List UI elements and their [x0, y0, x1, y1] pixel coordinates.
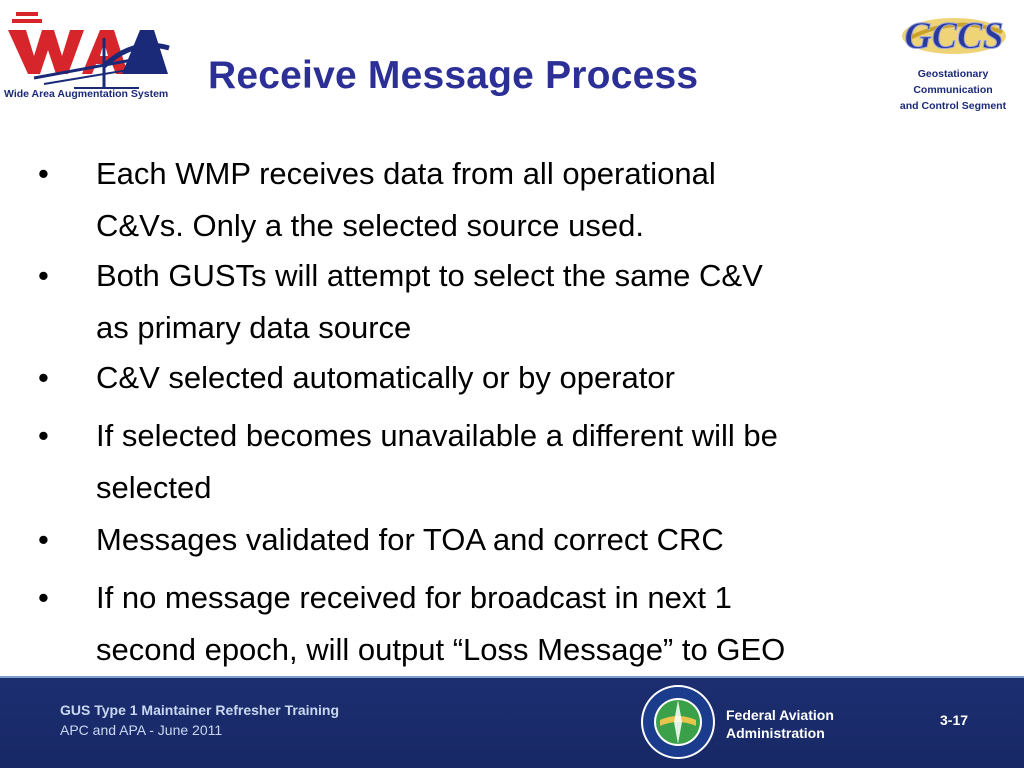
bullet-dot: •	[38, 580, 49, 615]
bullet-dot: •	[38, 360, 49, 395]
svg-text:GCCS: GCCS	[904, 15, 1004, 57]
bullet-dot: •	[38, 258, 49, 293]
footer-course-title: GUS Type 1 Maintainer Refresher Training	[60, 702, 340, 718]
gccs-caption-line: Communication	[913, 84, 993, 96]
bullet-line: second epoch, will output “Loss Message” to GEO	[96, 632, 786, 667]
faa-name-line: Administration	[726, 725, 825, 741]
bullet-line: If selected becomes unavailable a different will be	[96, 418, 778, 453]
bullet-text	[96, 410, 1001, 514]
bullet-line: If no message received for broadcast in next 1	[96, 580, 732, 615]
bullet-text	[96, 250, 1001, 354]
bullet-text	[96, 514, 1001, 566]
bullet-text	[96, 352, 1001, 404]
footer-subtitle: APC and APA - June 2011	[60, 722, 223, 738]
bullet-line: selected	[96, 470, 212, 505]
bullet-line: Each WMP receives data from all operational	[96, 156, 716, 191]
gccs-caption	[896, 66, 1010, 114]
bullet-dot: •	[38, 418, 49, 453]
bullet-line: C&Vs. Only a the selected source used.	[96, 208, 644, 243]
bullet-line: as primary data source	[96, 310, 412, 345]
faa-seal-icon	[640, 684, 716, 760]
bullet-dot: •	[38, 156, 49, 191]
bullet-line: C&V selected automatically or by operator	[96, 360, 675, 395]
faa-name	[726, 706, 834, 742]
gccs-caption-line: and Control Segment	[899, 100, 1007, 112]
gccs-caption-line: Geostationary	[917, 68, 989, 80]
bullet-text	[96, 572, 1001, 676]
bullet-line: Both GUSTs will attempt to select the same C&V	[96, 258, 763, 293]
bullet-text	[96, 148, 1001, 252]
slide-title: Receive Message Process	[208, 54, 699, 97]
faa-name-line: Federal Aviation	[726, 707, 834, 723]
bullet-dot: •	[38, 522, 49, 557]
waas-caption: Wide Area Augmentation System	[4, 88, 169, 100]
page-number: 3-17	[940, 712, 969, 728]
bullet-line: Messages validated for TOA and correct CRC	[96, 522, 724, 557]
